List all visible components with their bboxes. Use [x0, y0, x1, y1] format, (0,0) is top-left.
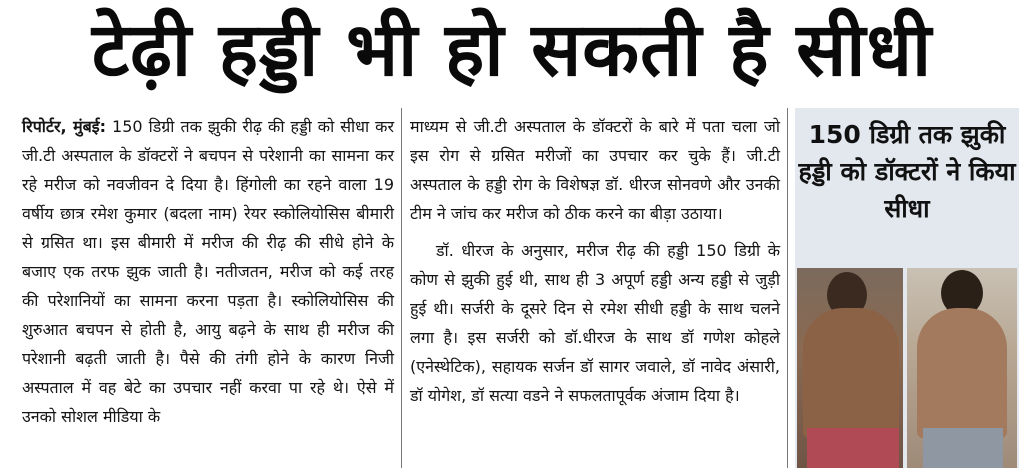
column-divider [401, 108, 402, 468]
photo-caption: 150 डिग्री तक झुकी हड्डी को डॉक्टरों ने किया सीधा [798, 120, 1016, 223]
article-column-left [22, 112, 394, 439]
clothing-shape [923, 428, 1003, 468]
byline: रिपोर्टर, मुंबई: [22, 117, 107, 136]
back-shape [917, 308, 1007, 438]
paragraph-text: 150 डिग्री तक झुकी रीढ़ की हड्डी को सीधा कर जी.टी अस्पताल के डॉक्टरों ने बचपन से परेशानी का सामना कर रहे मरीज को नवजीवन दे दिया है। हिंगोली का रहने वाला 19 वर्षीय छात्र रमेश कुमार (बदला नाम) रेयर स्कोलियोसिस बीमारी से ग्रसित था। इस बीमारी में मरीज की रीढ़ की सीधे होने के बजाए एक तरफ झुक जाती है। नतीजतन, मरीज को कई तरह की परेशानियों का सामना करना पड़ता है। स्कोलियोसिस की शुरुआत बचपन से होती है, आयु बढ़ने के साथ ही मरीज की परेशानी बढ़ती जाती है। पैसे की तंगी होने के कारण निजी अस्पताल में वह बेटे का उपचार नहीं करवा पा रहे थे। ऐसे में उनको सोशल मीडिया के [22, 117, 394, 426]
article-paragraph [22, 112, 394, 431]
headline: टेढ़ी हड्डी भी हो सकती है सीधी [91, 7, 933, 93]
patient-photo-before [797, 268, 903, 468]
article-paragraph: माध्यम से जी.टी अस्पताल के डॉक्टरों के बारे में पता चला जो इस रोग से ग्रसित मरीजों का उपचार कर चुके हैं। जी.टी अस्पताल के हड्डी रोग के विशेषज्ञ डॉ. धीरज सोनवणे और उनकी टीम ने जांच कर मरीज को ठीक करने का बीड़ा उठाया। [410, 117, 780, 223]
column-divider [787, 108, 788, 468]
clothing-shape [807, 428, 899, 468]
patient-photo-after [907, 268, 1017, 468]
article-column-middle [410, 112, 780, 418]
article-paragraph: डॉ. धीरज के अनुसार, मरीज रीढ़ की हड्डी 150 डिग्री के कोण से झुकी हुई थी, साथ ही 3 अपूर्ण हड्डी अन्य हड्डी से जुड़ी हुई थी। सर्जरी के दूसरे दिन से रमेश सीधी हड्डी के साथ चलने लगा है। इस सर्जरी को डॉ.धीरज के साथ डॉ गणेश कोहले (एनेस्थेटिक), सहायक सर्जन डॉ सागर जवाले, डॉ नावेद अंसारी, डॉ योगेश, डॉ सत्या वडने ने सफलतापूर्वक अंजाम दिया है। [410, 241, 780, 405]
back-shape [803, 308, 899, 438]
photo-sidebar [795, 108, 1019, 468]
